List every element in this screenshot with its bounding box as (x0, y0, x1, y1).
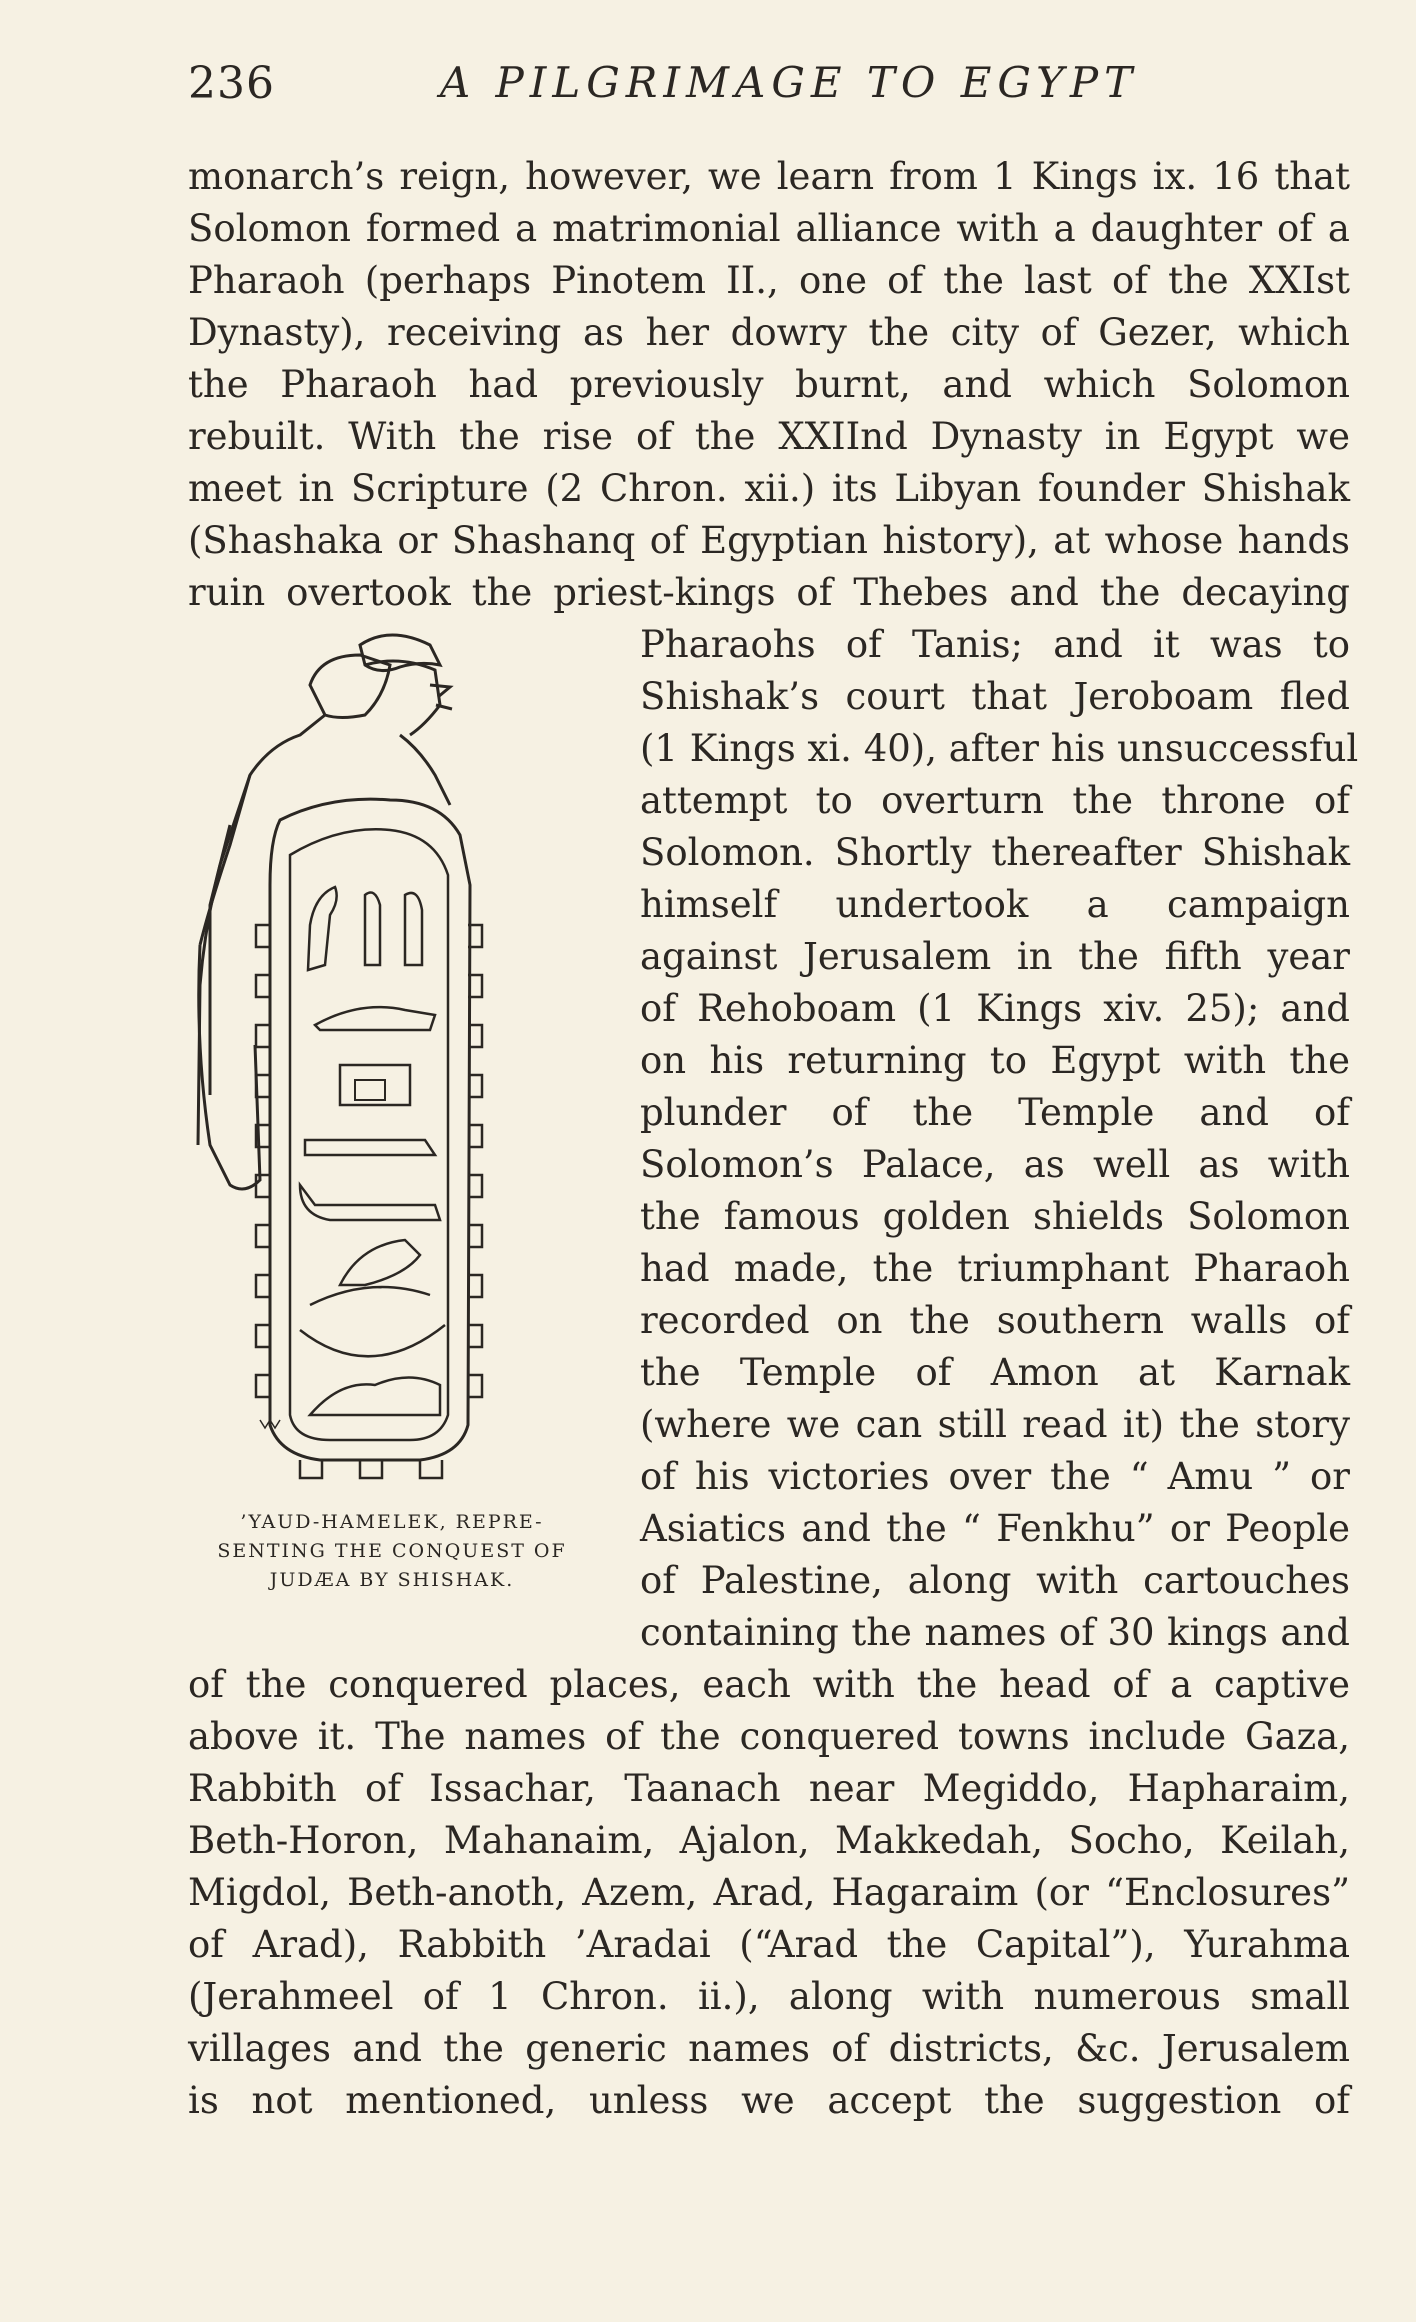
caption-line: SENTING THE CONQUEST OF (217, 1540, 567, 1562)
text-line: ruin overtook the priest-kings of Thebes and the decaying (188, 571, 1350, 614)
text-line: meet in Scripture (2 Chron. xii.) its Libyan founder Shishak (188, 467, 1350, 510)
text-line: Solomon’s Palace, as well as with (640, 1143, 1350, 1186)
paragraph-beside-figure (640, 619, 1359, 1659)
text-line: monarch’s reign, however, we learn from 1 Kings ix. 16 that (188, 155, 1350, 198)
text-line: recorded on the southern walls of (640, 1299, 1350, 1342)
text-line: of the conquered places, each with the head of a captive (188, 1663, 1350, 1706)
captive-cartouche-drawing (190, 625, 610, 1495)
text-line: Beth-Horon, Mahanaim, Ajalon, Makkedah, Socho, Keilah, (188, 1819, 1350, 1862)
text-line: Dynasty), receiving as her dowry the city of Gezer, which (188, 311, 1350, 354)
caption-line: JUDÆA BY SHISHAK. (269, 1569, 515, 1591)
caption-line: ’YAUD-HAMELEK, REPRE- (240, 1511, 544, 1533)
text-line: villages and the generic names of districts, &c. Jerusalem (188, 2027, 1350, 2070)
text-line: is not mentioned, unless we accept the suggestion of (188, 2079, 1350, 2122)
text-line: Pharaohs of Tanis; and it was to (640, 623, 1350, 666)
captive-figure-illustration (190, 625, 610, 1495)
text-line: Asiatics and the “ Fenkhu” or People (640, 1507, 1350, 1550)
text-line: of Palestine, along with cartouches (640, 1559, 1350, 1602)
text-line: had made, the triumphant Pharaoh (640, 1247, 1350, 1290)
text-line: Solomon formed a matrimonial alliance with a daughter of a (188, 207, 1350, 250)
text-line: against Jerusalem in the fifth year (640, 935, 1350, 978)
text-line: containing the names of 30 kings and (640, 1611, 1350, 1654)
text-line: Migdol, Beth-anoth, Azem, Arad, Hagaraim (or “Enclosures” (188, 1871, 1350, 1914)
text-line: Shishak’s court that Jeroboam fled (640, 675, 1350, 718)
text-line: (Shashaka or Shashanq of Egyptian history), at whose hands (188, 519, 1350, 562)
running-title: A PILGRIMAGE TO EGYPT (439, 58, 1139, 107)
figure-caption (172, 1508, 612, 1595)
text-line: the famous golden shields Solomon (640, 1195, 1350, 1238)
text-line: attempt to overturn the throne of (640, 779, 1350, 822)
page-header (188, 58, 1350, 118)
paragraph-bottom (188, 1659, 1350, 2127)
text-line: Pharaoh (perhaps Pinotem II., one of the last of the XXIst (188, 259, 1350, 302)
text-line: (1 Kings xi. 40), after his unsuccessful (640, 727, 1359, 770)
text-line: (where we can still read it) the story (640, 1403, 1350, 1446)
text-line: rebuilt. With the rise of the XXIInd Dynasty in Egypt we (188, 415, 1350, 458)
text-line: the Temple of Amon at Karnak (640, 1351, 1350, 1394)
paragraph-top (188, 151, 1350, 619)
page-number: 236 (188, 58, 275, 109)
text-line: the Pharaoh had previously burnt, and which Solomon (188, 363, 1350, 406)
text-line: above it. The names of the conquered towns include Gaza, (188, 1715, 1350, 1758)
text-line: of Arad), Rabbith ’Aradai (“Arad the Capital”), Yurahma (188, 1923, 1350, 1966)
text-line: of Rehoboam (1 Kings xiv. 25); and (640, 987, 1350, 1030)
text-line: himself undertook a campaign (640, 883, 1350, 926)
text-line: (Jerahmeel of 1 Chron. ii.), along with numerous small (188, 1975, 1350, 2018)
text-line: on his returning to Egypt with the (640, 1039, 1350, 1082)
text-line: Rabbith of Issachar, Taanach near Megiddo, Hapharaim, (188, 1767, 1350, 1810)
text-line: Solomon. Shortly thereafter Shishak (640, 831, 1350, 874)
text-line: plunder of the Temple and of (640, 1091, 1350, 1134)
text-line: of his victories over the “ Amu ” or (640, 1455, 1350, 1498)
